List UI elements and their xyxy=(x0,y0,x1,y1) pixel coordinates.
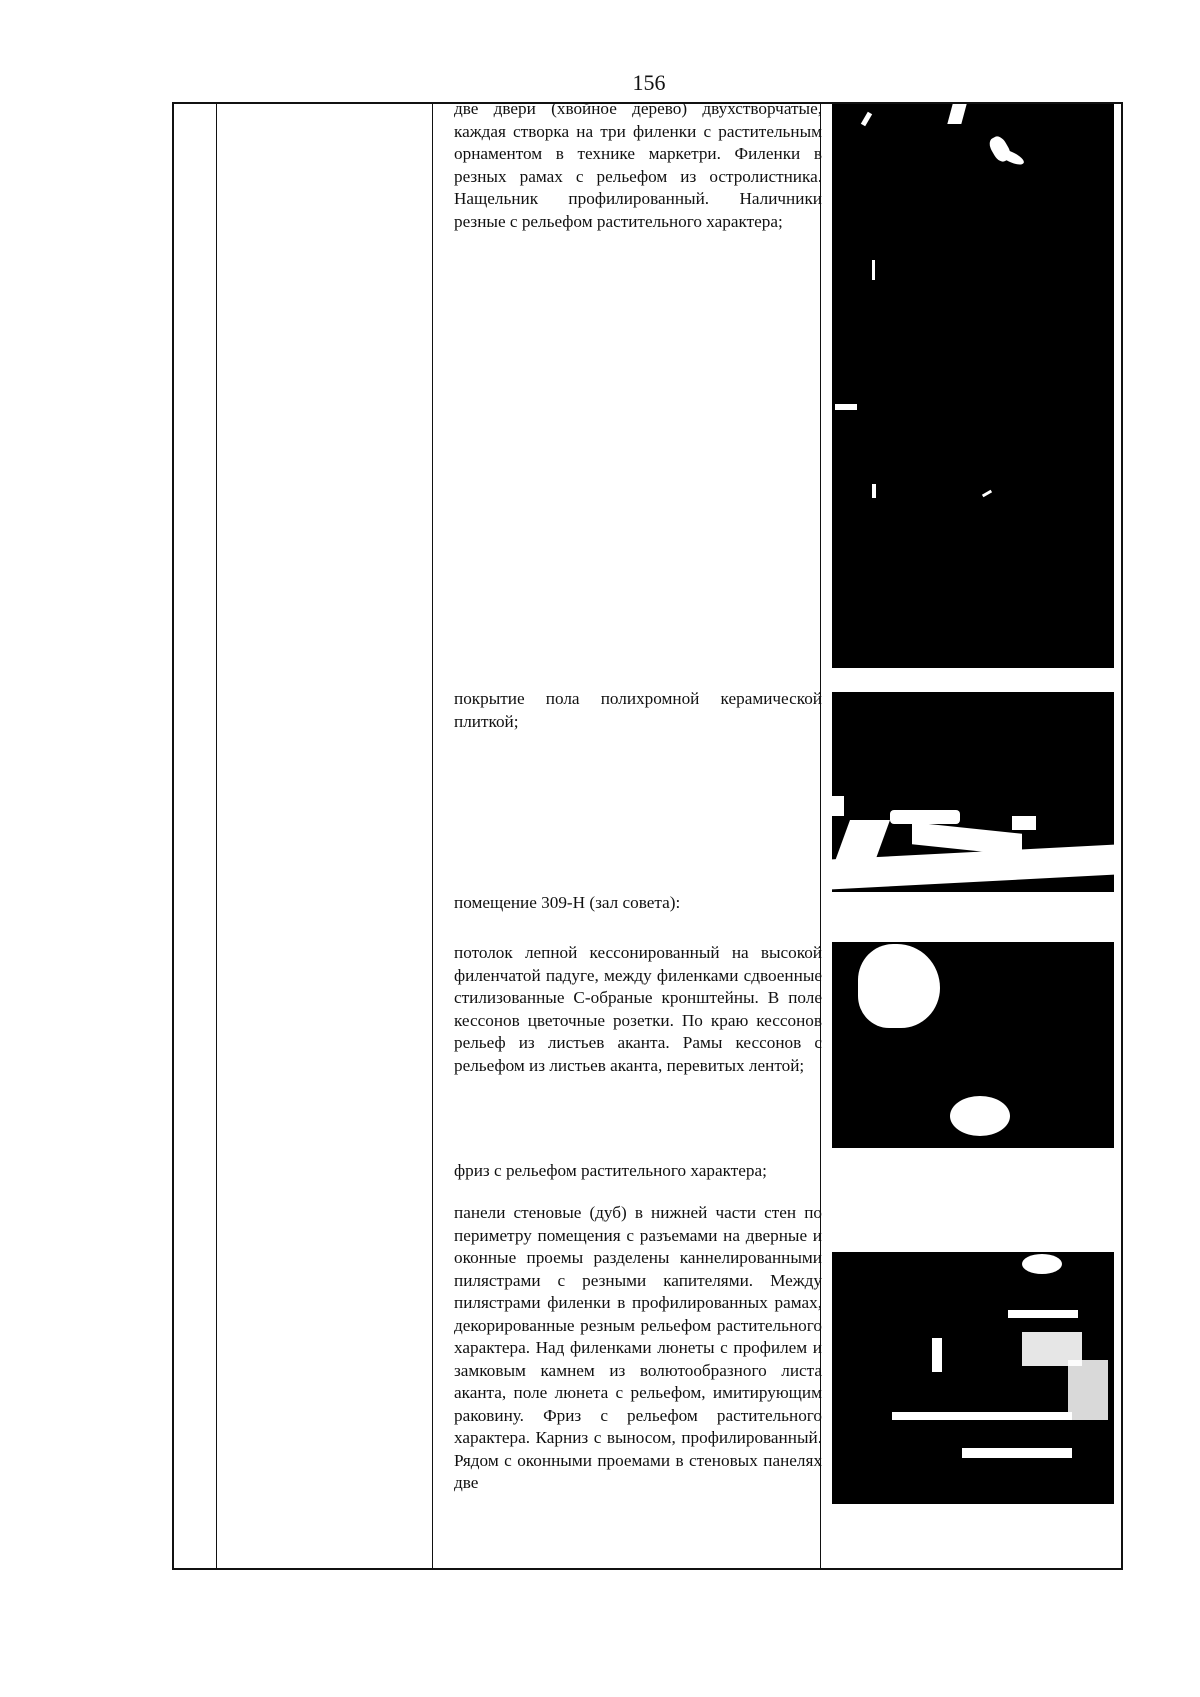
room-heading: помещение 309-Н (зал совета): xyxy=(454,893,681,912)
photo-panels xyxy=(832,1252,1114,1504)
photo-doors xyxy=(832,104,1114,668)
column-divider-1 xyxy=(216,104,217,1568)
item-description: покрытие пола полихромной керамической плиткой; xyxy=(454,689,822,731)
item-description: потолок лепной кессонированный на высокой филенчатой падуге, между филенками сдвоенные стилизованные С-обраные кронштейны. В поле кессонов цветочные розетки. По краю кессонов рельеф из листьев аканта. Рамы кессонов с рельефом из листьев аканта, перевитых лентой; xyxy=(454,943,822,1075)
page-number: 156 xyxy=(632,70,666,95)
monument-table xyxy=(172,99,1123,1570)
photo-ceiling xyxy=(832,942,1114,1148)
column-divider-2 xyxy=(432,104,433,1568)
photo-floor xyxy=(832,692,1114,892)
item-description: панели стеновые (дуб) в нижней части стен по периметру помещения с разъемами на дверные и оконные проемы разделены каннелированными пилястрами с резными капителями. Между пилястрами филенки в профилированных рамах, декорированные резным рельефом растительного характера. Над филенками люнеты с профилем и замковым камнем из волютообразного листа аканта, поле люнета с рельефом, имитирующим раковину. Фриз с рельефом растительного характера. Карниз с выносом, профилированный. Рядом с оконными проемами в стеновых панелях две xyxy=(454,1203,822,1492)
item-description: две двери (хвойное дерево) двухстворчатые, каждая створка на три филенки с растительным орнаментом в технике маркетри. Филенки в резных рамах с рельефом из остролистника. Нащельник профилированный. Наличники резные с рельефом растительного характера; xyxy=(454,99,822,231)
item-description: фриз с рельефом растительного характера; xyxy=(454,1161,767,1180)
